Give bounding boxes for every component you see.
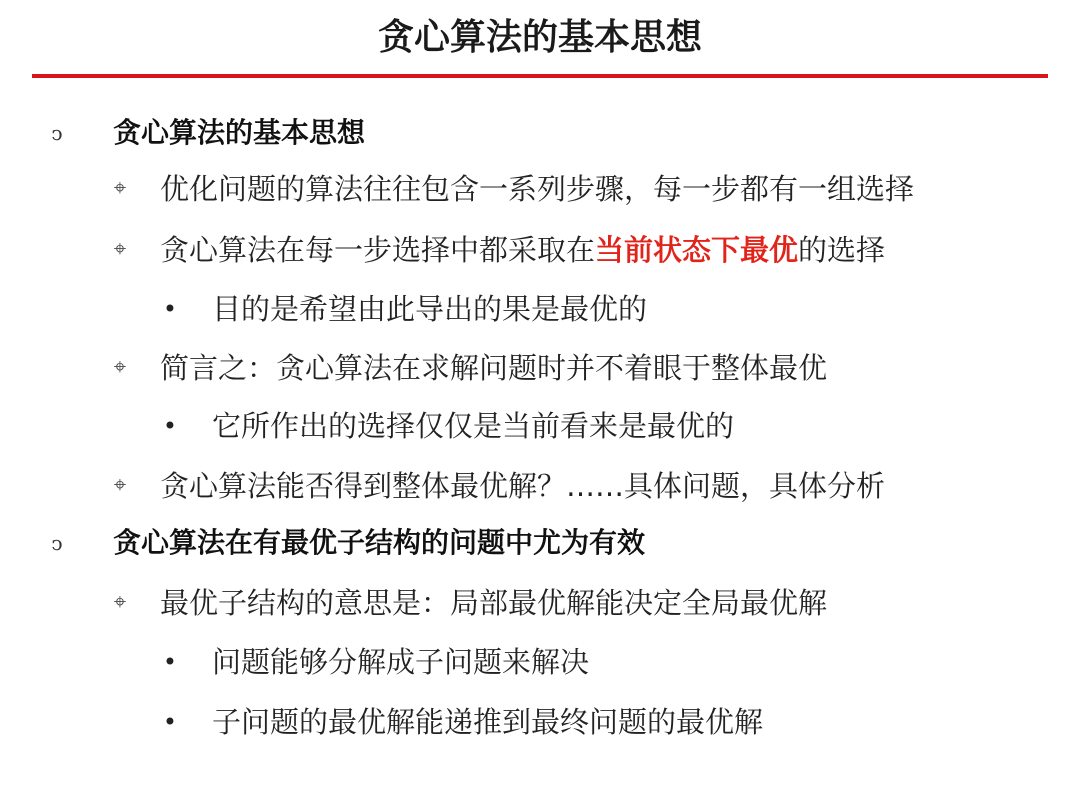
curly-bullet-icon: ↄ [51,121,63,145]
crosshair-bullet-icon: ⌖ [113,473,127,498]
crosshair-bullet-icon: ⌖ [113,176,127,201]
dot-bullet-icon: • [162,708,178,736]
title-divider [32,74,1048,78]
bullet-text: 目的是希望由此导出的果是最优的 [212,292,648,326]
bullet-text: 简言之：贪心算法在求解问题时并不着眼于整体最优 [160,351,828,385]
bullet-text: 贪心算法在有最优子结构的问题中尤为有效 [113,526,646,559]
bullet-text: 问题能够分解成子问题来解决 [212,645,590,679]
bullet-text-after: 的选择 [798,233,886,267]
curly-bullet-icon: ↄ [51,531,63,555]
crosshair-bullet-icon: ⌖ [113,237,127,262]
bullet-text: 子问题的最优解能递推到最终问题的最优解 [212,705,764,739]
dot-bullet-icon: • [162,295,178,323]
crosshair-bullet-icon: ⌖ [113,590,127,615]
bullet-text: 它所作出的选择仅仅是当前看来是最优的 [212,409,735,443]
slide-title: 贪心算法的基本思想 [377,17,702,58]
dot-bullet-icon: • [162,412,178,440]
bullet-text-before: 贪心算法在每一步选择中都采取在 [160,233,596,267]
bullet-text [160,230,885,270]
bullet-text: 优化问题的算法往往包含一系列步骤，每一步都有一组选择 [160,172,915,206]
bullet-text: 最优子结构的意思是：局部最优解能决定全局最优解 [160,586,828,620]
bullet-text: 贪心算法能否得到整体最优解？……具体问题，具体分析 [160,469,886,503]
bullet-text: 贪心算法的基本思想 [113,116,366,149]
crosshair-bullet-icon: ⌖ [113,355,127,380]
highlighted-phrase: 当前状态下最优 [595,233,799,267]
dot-bullet-icon: • [162,648,178,676]
